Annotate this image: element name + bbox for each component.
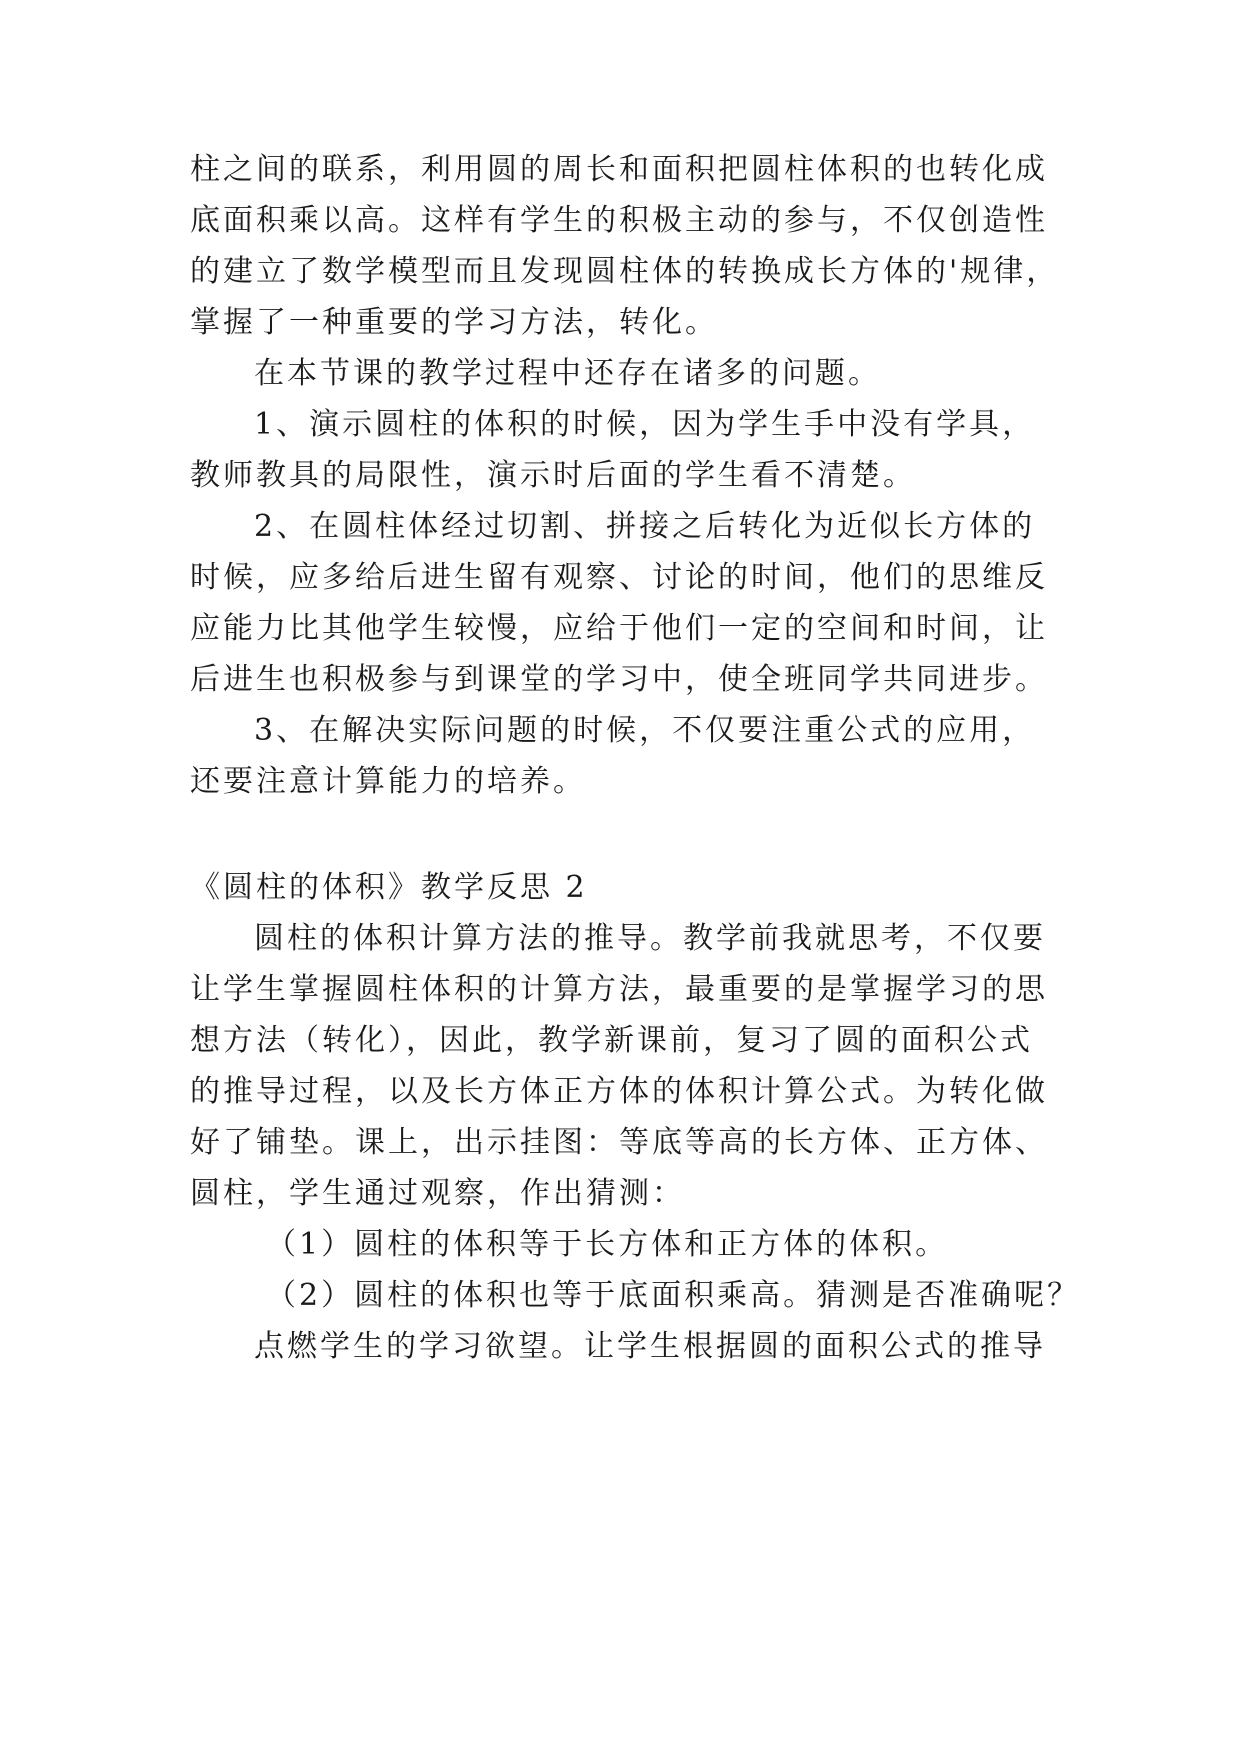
paragraph-line: 的推导过程，以及长方体正方体的体积计算公式。为转化做: [190, 1074, 1048, 1109]
paragraph-line: 柱之间的联系，利用圆的周长和面积把圆柱体积的也转化成: [190, 152, 1048, 187]
paragraph-line: 时候，应多给后进生留有观察、讨论的时间，他们的思维反: [190, 560, 1048, 595]
paragraph-line: 底面积乘以高。这样有学生的积极主动的参与，不仅创造性: [190, 203, 1048, 238]
paragraph-line: 圆柱，学生通过观察，作出猜测：: [190, 1176, 685, 1211]
list-item: （1）圆柱的体积等于长方体和正方体的体积。: [266, 1227, 949, 1262]
paragraph-line: 2、在圆柱体经过切割、拼接之后转化为近似长方体的: [254, 509, 1036, 544]
paragraph-line: 1、演示圆柱的体积的时候，因为学生手中没有学具，: [254, 407, 1036, 442]
paragraph-line: 想方法（转化），因此，教学新课前，复习了圆的面积公式: [190, 1023, 1033, 1058]
paragraph-line: 3、在解决实际问题的时候，不仅要注重公式的应用，: [254, 713, 1036, 748]
paragraph-line: 后进生也积极参与到课堂的学习中，使全班同学共同进步。: [190, 662, 1048, 697]
paragraph-line: 让学生掌握圆柱体积的计算方法，最重要的是掌握学习的思: [190, 972, 1048, 1007]
paragraph-line: 应能力比其他学生较慢，应给于他们一定的空间和时间，让: [190, 611, 1048, 646]
paragraph-line: 教师教具的局限性，演示时后面的学生看不清楚。: [190, 458, 916, 493]
paragraph-line: 好了铺垫。课上，出示挂图：等底等高的长方体、正方体、: [190, 1125, 1048, 1160]
paragraph-line: 在本节课的教学过程中还存在诸多的问题。: [254, 356, 881, 391]
paragraph-line: 还要注意计算能力的培养。: [190, 764, 586, 799]
paragraph-line: 圆柱的体积计算方法的推导。教学前我就思考，不仅要: [254, 921, 1046, 956]
paragraph-line: 点燃学生的学习欲望。让学生根据圆的面积公式的推导: [254, 1329, 1046, 1364]
paragraph-line: 掌握了一种重要的学习方法，转化。: [190, 305, 718, 340]
section-title: 《圆柱的体积》教学反思 2: [190, 870, 588, 905]
list-item: （2）圆柱的体积也等于底面积乘高。猜测是否准确呢？: [266, 1278, 1081, 1313]
paragraph-line: 的建立了数学模型而且发现圆柱体的转换成长方体的'规律，: [190, 254, 1060, 289]
